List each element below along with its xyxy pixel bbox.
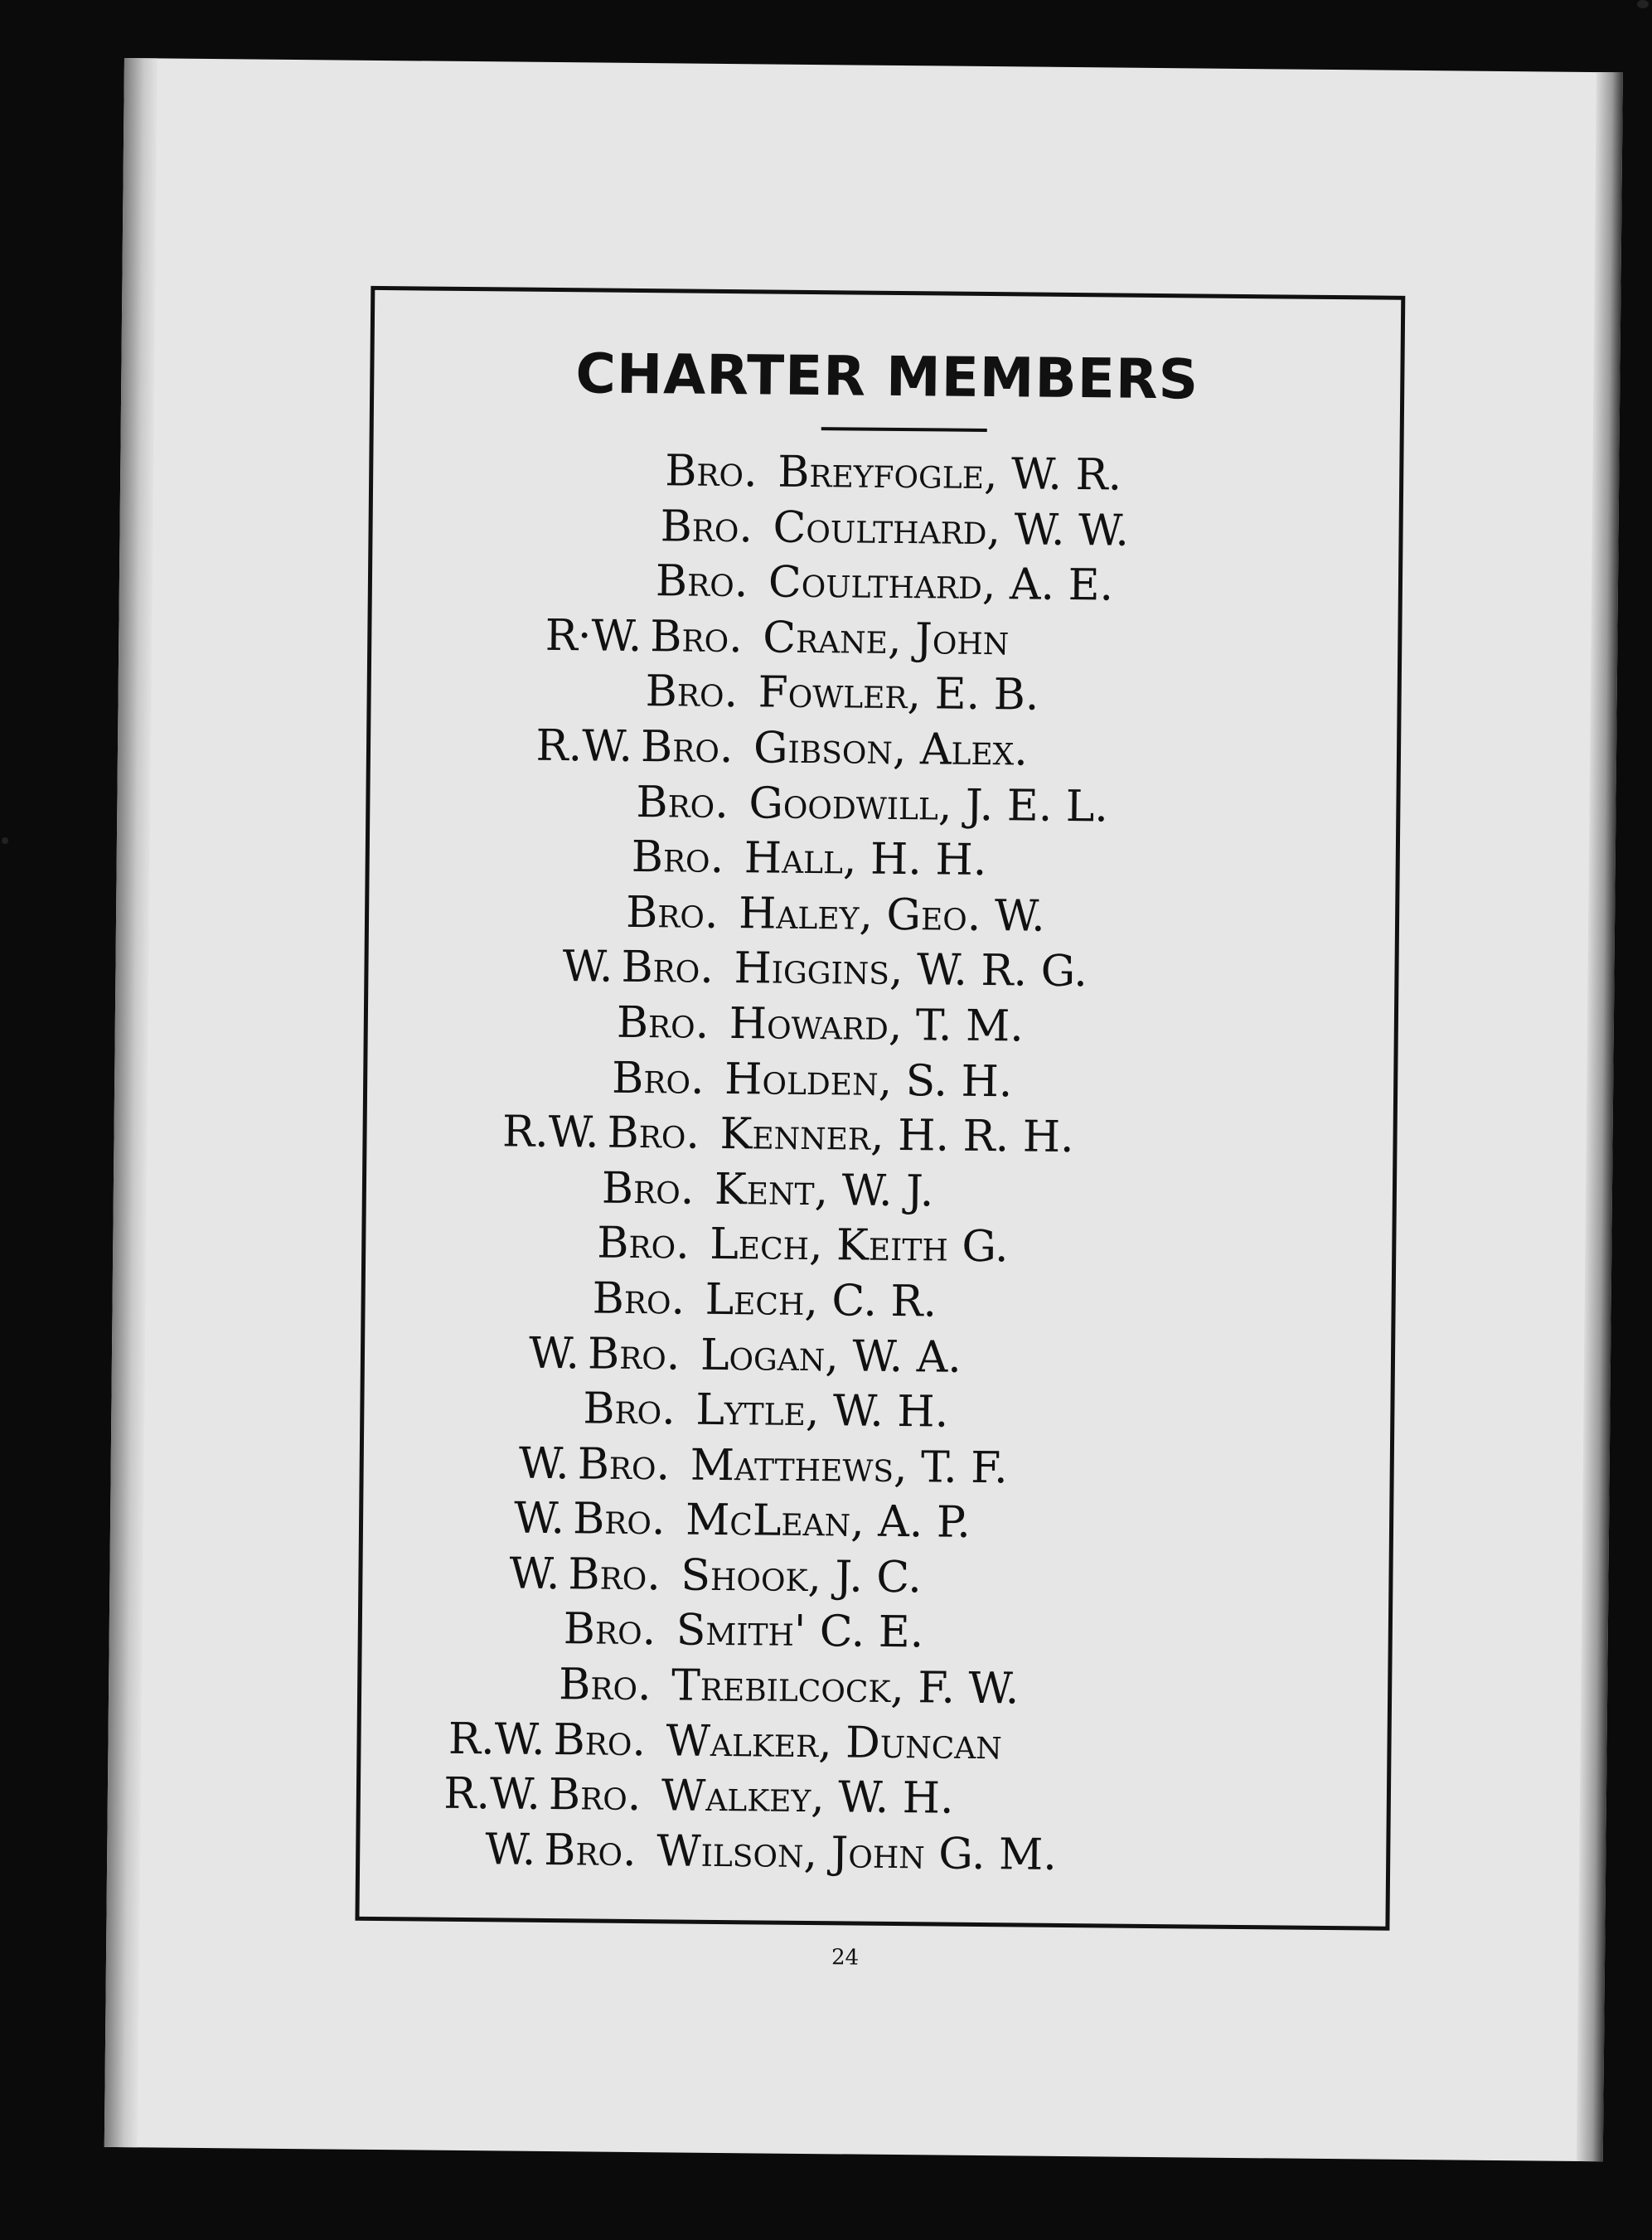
member-rank: R.W. bbox=[501, 1107, 599, 1158]
member-name: Lech, Keith G. bbox=[710, 1219, 1009, 1273]
list-item bbox=[344, 772, 1371, 836]
title-underline bbox=[821, 427, 987, 432]
list-item bbox=[320, 1048, 1347, 1113]
charter-members-frame bbox=[355, 286, 1405, 1931]
member-rank: W. bbox=[518, 1438, 570, 1489]
list-item bbox=[300, 1268, 1327, 1333]
member-name: Higgins, W. R. G. bbox=[734, 943, 1088, 997]
member-name: Kenner, H. R. H. bbox=[719, 1109, 1074, 1163]
list-item bbox=[281, 1489, 1308, 1554]
list-item bbox=[310, 1158, 1337, 1223]
member-name: Coulthard, W. W. bbox=[773, 502, 1130, 556]
member-name: Walkey, W. H. bbox=[661, 1771, 954, 1824]
member-name: Coulthard, A. E. bbox=[768, 557, 1114, 611]
list-item bbox=[349, 717, 1376, 782]
list-item bbox=[334, 882, 1361, 947]
list-item bbox=[315, 1103, 1342, 1167]
list-item bbox=[272, 1599, 1299, 1664]
member-name: Lytle, W. H. bbox=[695, 1384, 949, 1438]
member-rank bbox=[374, 441, 657, 444]
member-title: Bro. bbox=[621, 943, 715, 994]
list-item bbox=[257, 1765, 1284, 1830]
member-name: Smith' C. E. bbox=[676, 1605, 924, 1658]
member-name: Goodwill, J. E. L. bbox=[748, 778, 1109, 832]
list-item bbox=[261, 1709, 1288, 1774]
members-list bbox=[360, 441, 1400, 1886]
member-title: Bro. bbox=[631, 832, 724, 884]
member-rank: R·W. bbox=[545, 610, 642, 662]
page-right-edge bbox=[1577, 72, 1623, 2161]
list-item bbox=[368, 496, 1395, 560]
member-title: Bro. bbox=[601, 1163, 695, 1215]
member-name: Wilson, John G. M. bbox=[656, 1826, 1058, 1880]
member-title: Bro. bbox=[655, 556, 748, 608]
member-name: Hall, H. H. bbox=[744, 833, 987, 886]
member-title: Bro. bbox=[597, 1218, 690, 1269]
member-title: Bro. bbox=[645, 667, 739, 718]
member-rank: R.W. bbox=[535, 720, 633, 772]
member-name: Haley, Geo. W. bbox=[738, 888, 1046, 942]
member-rank: W. bbox=[528, 1328, 580, 1379]
member-title: Bro. bbox=[577, 1439, 671, 1491]
list-item bbox=[329, 938, 1356, 1002]
list-item bbox=[285, 1434, 1312, 1499]
list-item bbox=[252, 1820, 1279, 1884]
list-item bbox=[353, 662, 1380, 726]
member-title: Bro. bbox=[548, 1770, 642, 1821]
member-title: Bro. bbox=[640, 721, 734, 773]
list-item bbox=[364, 551, 1391, 616]
member-name: Kent, W. J. bbox=[714, 1164, 934, 1217]
member-name: Matthews, T. F. bbox=[690, 1440, 1008, 1493]
scan-speck bbox=[1637, 0, 1649, 8]
page-number: 24 bbox=[831, 1945, 860, 1971]
list-item bbox=[305, 1213, 1332, 1278]
member-name: Gibson, Alex. bbox=[753, 723, 1029, 776]
member-name: Walker, Duncan bbox=[666, 1716, 1003, 1769]
member-title: Bro. bbox=[660, 501, 753, 552]
member-name: Logan, W. A. bbox=[700, 1330, 962, 1383]
list-item bbox=[276, 1544, 1303, 1609]
page-title: CHARTER MEMBERS bbox=[575, 342, 1199, 412]
list-item bbox=[373, 441, 1400, 506]
member-title: Bro. bbox=[563, 1604, 656, 1656]
list-item bbox=[291, 1379, 1318, 1443]
member-title: Bro. bbox=[592, 1273, 686, 1325]
member-rank: R.W. bbox=[448, 1714, 545, 1765]
book-page bbox=[104, 58, 1623, 2161]
member-title: Bro. bbox=[636, 777, 729, 828]
member-title: Bro. bbox=[583, 1384, 676, 1435]
member-title: Bro. bbox=[568, 1549, 661, 1601]
member-name: Lech, C. R. bbox=[705, 1274, 937, 1327]
list-item bbox=[339, 827, 1366, 892]
member-title: Bro. bbox=[611, 1053, 705, 1104]
member-title: Bro. bbox=[664, 446, 758, 497]
list-item bbox=[358, 607, 1385, 672]
member-rank: W. bbox=[513, 1493, 565, 1544]
page-spine bbox=[104, 58, 157, 2147]
member-name: Shook, J. C. bbox=[681, 1550, 923, 1603]
member-name: McLean, A. P. bbox=[685, 1495, 971, 1549]
member-name: Crane, John bbox=[763, 613, 1010, 666]
member-title: Bro. bbox=[572, 1494, 666, 1545]
member-title: Bro. bbox=[543, 1825, 637, 1876]
list-item bbox=[325, 992, 1352, 1057]
member-title: Bro. bbox=[625, 887, 719, 938]
member-title: Bro. bbox=[607, 1108, 700, 1159]
member-name: Trebilcock, F. W. bbox=[671, 1661, 1020, 1714]
member-name: Holden, S. H. bbox=[724, 1054, 1013, 1107]
list-item bbox=[267, 1655, 1294, 1719]
scan-speck bbox=[2, 837, 8, 844]
member-title: Bro. bbox=[587, 1328, 681, 1380]
member-title: Bro. bbox=[558, 1660, 652, 1711]
member-rank: W. bbox=[485, 1825, 536, 1875]
member-rank: R.W. bbox=[443, 1769, 541, 1821]
member-title: Bro. bbox=[616, 997, 710, 1049]
member-title: Bro. bbox=[650, 611, 743, 662]
member-rank: W. bbox=[562, 942, 613, 993]
member-title: Bro. bbox=[553, 1714, 647, 1766]
member-name: Fowler, E. B. bbox=[758, 667, 1039, 721]
member-name: Howard, T. M. bbox=[729, 998, 1025, 1052]
member-name: Breyfogle, W. R. bbox=[777, 447, 1122, 501]
list-item bbox=[296, 1324, 1323, 1389]
member-rank: W. bbox=[509, 1549, 560, 1600]
